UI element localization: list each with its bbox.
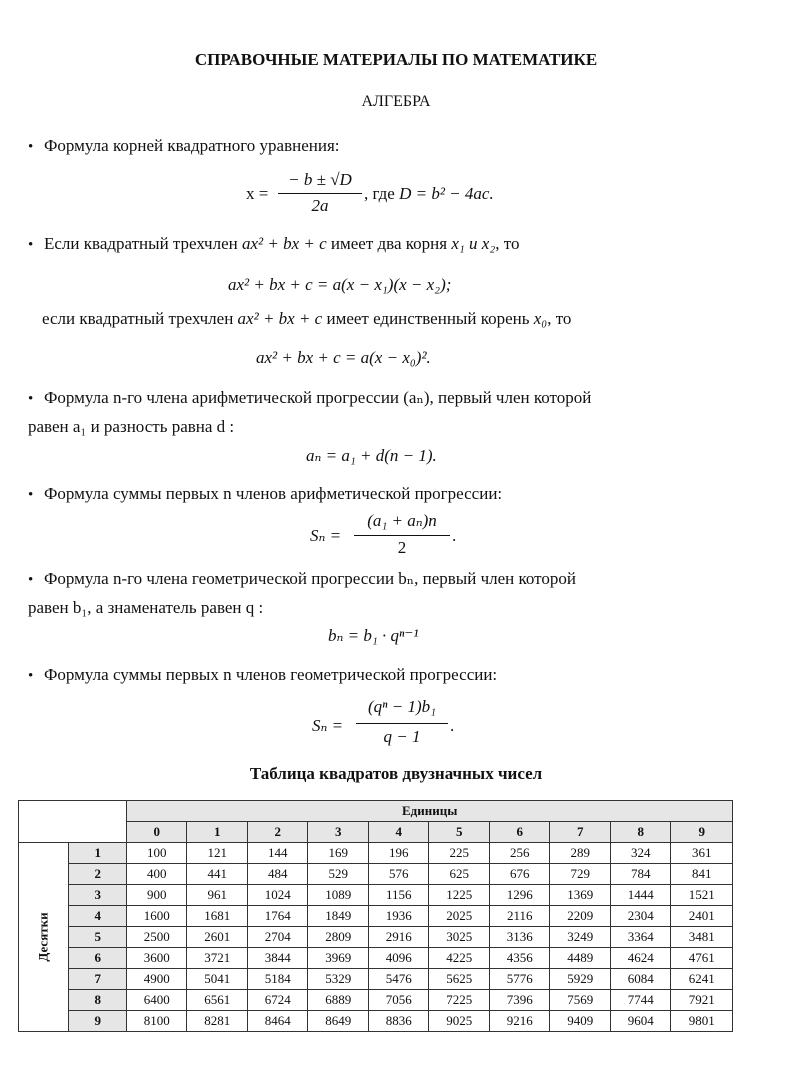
square-value-cell: 225 — [429, 843, 490, 864]
square-value-cell: 4225 — [429, 948, 490, 969]
table-corner — [19, 801, 127, 843]
square-value-cell: 8836 — [369, 1011, 429, 1032]
square-value-cell: 1600 — [127, 906, 187, 927]
square-value-cell: 121 — [187, 843, 248, 864]
square-value-cell: 441 — [187, 864, 248, 885]
table-row — [19, 843, 733, 864]
square-value-cell: 2209 — [550, 906, 611, 927]
square-value-cell: 576 — [369, 864, 429, 885]
tens-digit-header: 3 — [69, 885, 127, 906]
square-value-cell: 196 — [369, 843, 429, 864]
square-value-cell: 2916 — [369, 927, 429, 948]
formula4-denominator: 2 — [397, 538, 407, 557]
square-value-cell: 7744 — [611, 990, 671, 1011]
formula4-fraction-bar — [354, 535, 450, 536]
square-value-cell: 3721 — [187, 948, 248, 969]
square-value-cell: 400 — [127, 864, 187, 885]
table-row — [19, 906, 733, 927]
formula6-lhs: Sₙ = — [312, 716, 344, 735]
formula2-intro: • Если квадратный трехчлен ax² + bx + c имеет два корня x₁ и x₂, то — [28, 234, 520, 253]
units-digit-header: 1 — [187, 822, 248, 843]
square-value-cell: 1681 — [187, 906, 248, 927]
square-value-cell: 1225 — [429, 885, 490, 906]
square-value-cell: 2601 — [187, 927, 248, 948]
square-value-cell: 7056 — [369, 990, 429, 1011]
table-row — [19, 1011, 733, 1032]
square-value-cell: 5625 — [429, 969, 490, 990]
bullet-icon: • — [28, 237, 34, 253]
square-value-cell: 3364 — [611, 927, 671, 948]
square-value-cell: 7569 — [550, 990, 611, 1011]
formula6-dot: . — [450, 716, 455, 735]
formula1-intro: • Формула корней квадратного уравнения: — [28, 136, 340, 155]
table-row — [19, 969, 733, 990]
square-value-cell: 324 — [611, 843, 671, 864]
square-value-cell: 7396 — [490, 990, 550, 1011]
square-value-cell: 1849 — [308, 906, 369, 927]
square-value-cell: 1936 — [369, 906, 429, 927]
square-value-cell: 8464 — [248, 1011, 308, 1032]
square-value-cell: 5184 — [248, 969, 308, 990]
square-value-cell: 144 — [248, 843, 308, 864]
formula6-fraction-bar — [356, 723, 448, 724]
square-value-cell: 1444 — [611, 885, 671, 906]
square-value-cell: 900 — [127, 885, 187, 906]
square-value-cell: 5041 — [187, 969, 248, 990]
square-value-cell: 8649 — [308, 1011, 369, 1032]
square-value-cell: 3600 — [127, 948, 187, 969]
square-value-cell: 9025 — [429, 1011, 490, 1032]
tens-header: Десятки — [35, 912, 51, 962]
formula6-denominator: q − 1 — [383, 727, 421, 746]
units-digit-header: 6 — [490, 822, 550, 843]
tens-digit-header: 8 — [69, 990, 127, 1011]
square-value-cell: 361 — [671, 843, 733, 864]
units-digit-header: 3 — [308, 822, 369, 843]
formula6-numerator: (qⁿ − 1)b₁ — [367, 697, 437, 716]
square-value-cell: 729 — [550, 864, 611, 885]
square-value-cell: 2500 — [127, 927, 187, 948]
square-value-cell: 676 — [490, 864, 550, 885]
square-value-cell: 8281 — [187, 1011, 248, 1032]
formula1-numerator: − b ± √D — [288, 170, 352, 189]
formula2-factored: ax² + bx + c = a(x − x₁)(x − x₂); — [228, 275, 452, 294]
square-value-cell: 5329 — [308, 969, 369, 990]
formula4-intro: • Формула суммы первых n членов арифметической прогрессии: — [28, 484, 503, 503]
formula3-line1: • Формула n-го члена арифметической прогрессии (aₙ), первый член которой — [28, 388, 592, 407]
table-row — [19, 885, 733, 906]
units-digit-header: 0 — [127, 822, 187, 843]
square-value-cell: 1764 — [248, 906, 308, 927]
formula5-formula: bₙ = b₁ · qⁿ⁻¹ — [328, 626, 419, 645]
square-value-cell: 3025 — [429, 927, 490, 948]
table-row — [19, 927, 733, 948]
square-value-cell: 8100 — [127, 1011, 187, 1032]
square-value-cell: 6724 — [248, 990, 308, 1011]
units-digit-header: 4 — [369, 822, 429, 843]
square-value-cell: 2401 — [671, 906, 733, 927]
tens-digit-header: 6 — [69, 948, 127, 969]
units-digit-header: 5 — [429, 822, 490, 843]
square-value-cell: 2116 — [490, 906, 550, 927]
square-value-cell: 4624 — [611, 948, 671, 969]
section-title: АЛГЕБРА — [361, 93, 431, 110]
squares-table — [18, 800, 733, 1032]
tens-digit-header: 9 — [69, 1011, 127, 1032]
square-value-cell: 3249 — [550, 927, 611, 948]
square-value-cell: 4761 — [671, 948, 733, 969]
bullet-icon: • — [28, 668, 34, 684]
tens-digit-header: 1 — [69, 843, 127, 864]
square-value-cell: 7921 — [671, 990, 733, 1011]
square-value-cell: 1296 — [490, 885, 550, 906]
formula5-line2: равен b₁, а знаменатель равен q : — [28, 598, 264, 617]
square-value-cell: 961 — [187, 885, 248, 906]
square-value-cell: 6889 — [308, 990, 369, 1011]
formula1-rest: , где D = b² − 4ac. — [364, 184, 494, 203]
units-header: Единицы — [127, 801, 733, 822]
square-value-cell: 100 — [127, 843, 187, 864]
square-value-cell: 841 — [671, 864, 733, 885]
table-row — [19, 948, 733, 969]
bullet-icon: • — [28, 139, 34, 155]
square-value-cell: 2304 — [611, 906, 671, 927]
square-value-cell: 2704 — [248, 927, 308, 948]
formula4-numerator: (a₁ + aₙ)n — [367, 511, 437, 530]
square-value-cell: 5776 — [490, 969, 550, 990]
square-value-cell: 3969 — [308, 948, 369, 969]
table-row — [19, 864, 733, 885]
formula1-denominator: 2a — [311, 196, 329, 215]
units-digit-header: 9 — [671, 822, 733, 843]
tens-header-cell — [19, 843, 69, 1032]
square-value-cell: 4900 — [127, 969, 187, 990]
square-value-cell: 2025 — [429, 906, 490, 927]
table-row — [19, 990, 733, 1011]
tens-digit-header: 5 — [69, 927, 127, 948]
formula6-intro: • Формула суммы первых n членов геометрической прогрессии: — [28, 665, 498, 684]
square-value-cell: 5929 — [550, 969, 611, 990]
square-value-cell: 9801 — [671, 1011, 733, 1032]
square-value-cell: 6084 — [611, 969, 671, 990]
formula2-square: ax² + bx + c = a(x − x₀)². — [256, 348, 431, 367]
square-value-cell: 6241 — [671, 969, 733, 990]
units-digit-header: 7 — [550, 822, 611, 843]
formula5-line1: • Формула n-го члена геометрической прогрессии bₙ, первый член которой — [28, 569, 576, 588]
formula3-line2: равен a₁ и разность равна d : — [28, 417, 235, 436]
square-value-cell: 1089 — [308, 885, 369, 906]
formula4-dot: . — [452, 526, 457, 545]
square-value-cell: 169 — [308, 843, 369, 864]
table-title: Таблица квадратов двузначных чисел — [249, 764, 543, 783]
square-value-cell: 9604 — [611, 1011, 671, 1032]
table-body — [19, 843, 733, 1032]
square-value-cell: 9216 — [490, 1011, 550, 1032]
bullet-icon: • — [28, 391, 34, 407]
formula2-single-root-intro: если квадратный трехчлен ax² + bx + c имеет единственный корень x₀, то — [42, 309, 572, 328]
formula3-formula: aₙ = a₁ + d(n − 1). — [306, 446, 437, 465]
square-value-cell: 6561 — [187, 990, 248, 1011]
square-value-cell: 9409 — [550, 1011, 611, 1032]
formula1-fraction-bar — [278, 193, 362, 194]
square-value-cell: 7225 — [429, 990, 490, 1011]
square-value-cell: 4356 — [490, 948, 550, 969]
square-value-cell: 784 — [611, 864, 671, 885]
page-title: СПРАВОЧНЫЕ МАТЕРИАЛЫ ПО МАТЕМАТИКЕ — [194, 50, 598, 69]
square-value-cell: 289 — [550, 843, 611, 864]
formula1-lhs: x = — [246, 184, 269, 203]
square-value-cell: 3481 — [671, 927, 733, 948]
units-digit-header: 2 — [248, 822, 308, 843]
formula4-lhs: Sₙ = — [310, 526, 342, 545]
square-value-cell: 6400 — [127, 990, 187, 1011]
square-value-cell: 529 — [308, 864, 369, 885]
square-value-cell: 1156 — [369, 885, 429, 906]
square-value-cell: 1521 — [671, 885, 733, 906]
bullet-icon: • — [28, 572, 34, 588]
square-value-cell: 4096 — [369, 948, 429, 969]
square-value-cell: 625 — [429, 864, 490, 885]
square-value-cell: 4489 — [550, 948, 611, 969]
tens-digit-header: 4 — [69, 906, 127, 927]
units-digit-header: 8 — [611, 822, 671, 843]
tens-digit-header: 7 — [69, 969, 127, 990]
square-value-cell: 3136 — [490, 927, 550, 948]
square-value-cell: 256 — [490, 843, 550, 864]
bullet-icon: • — [28, 487, 34, 503]
square-value-cell: 484 — [248, 864, 308, 885]
square-value-cell: 5476 — [369, 969, 429, 990]
square-value-cell: 2809 — [308, 927, 369, 948]
square-value-cell: 1024 — [248, 885, 308, 906]
tens-digit-header: 2 — [69, 864, 127, 885]
square-value-cell: 3844 — [248, 948, 308, 969]
square-value-cell: 1369 — [550, 885, 611, 906]
